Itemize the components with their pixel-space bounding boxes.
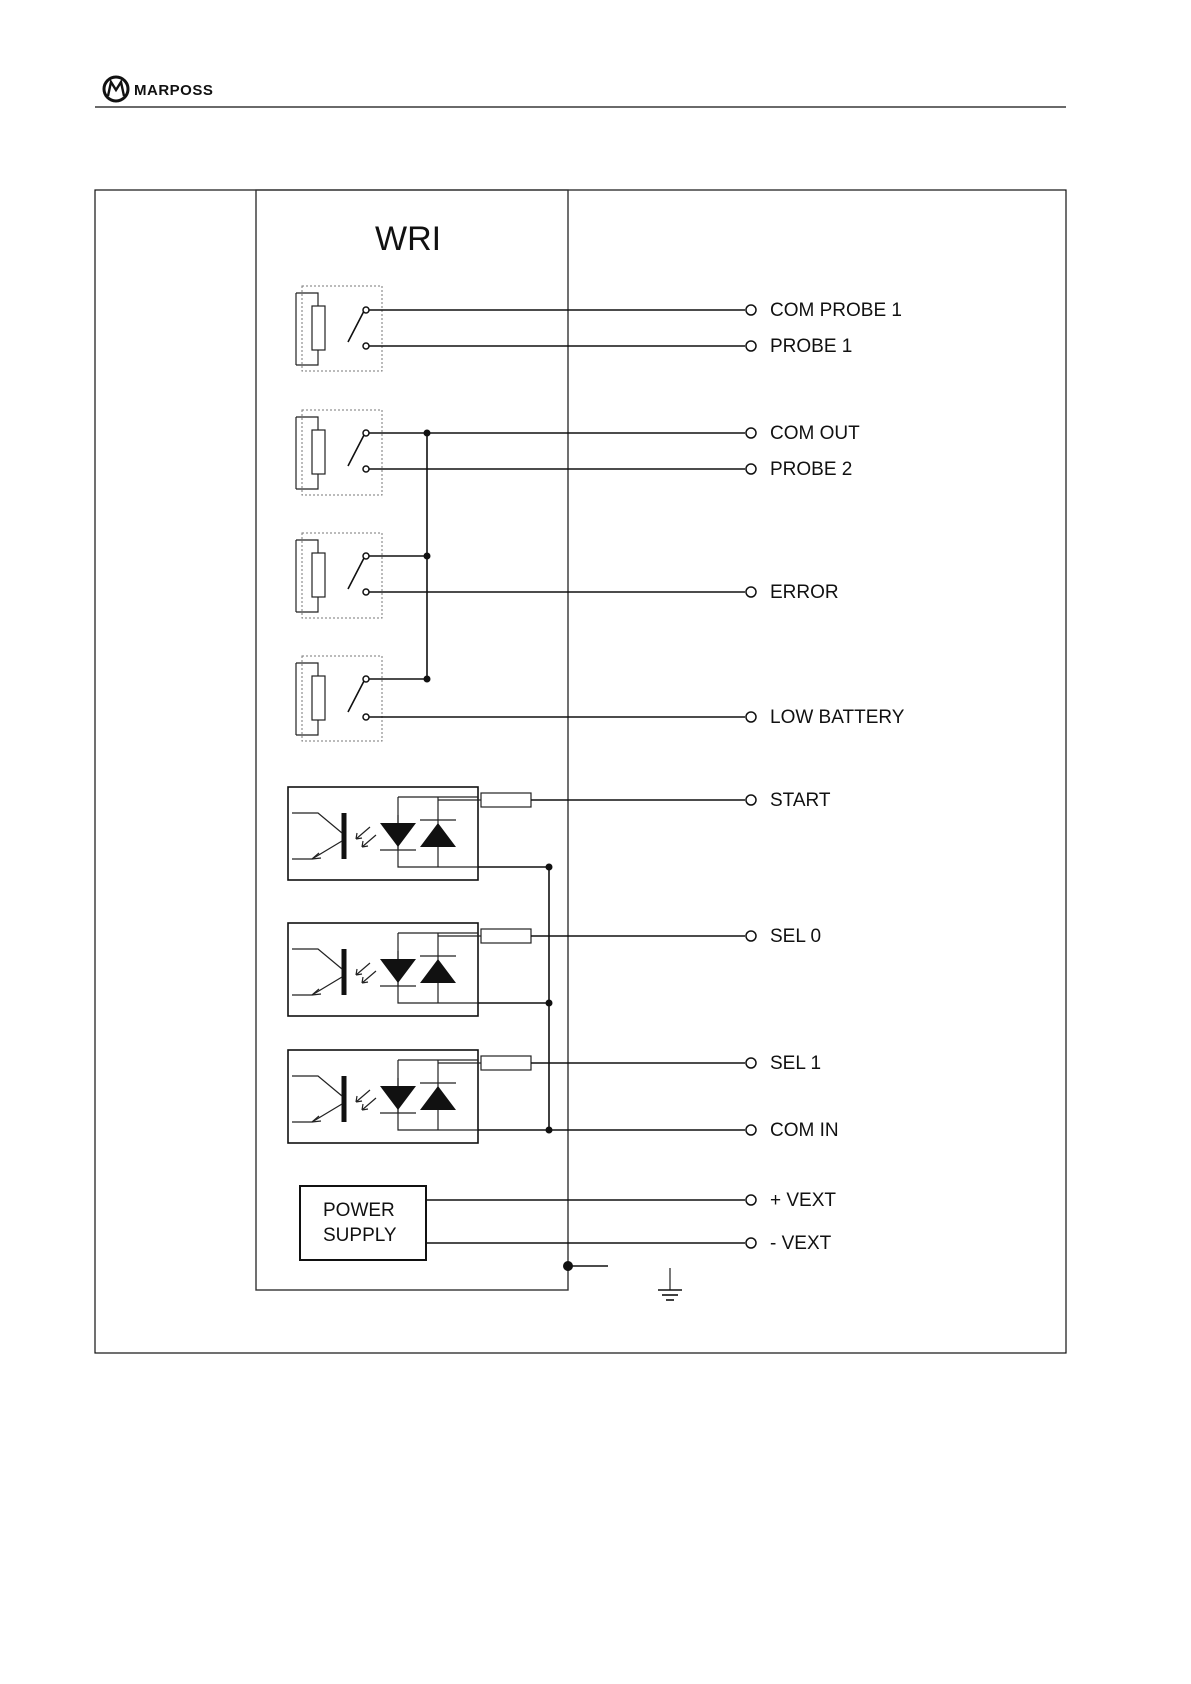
terminal-com-out xyxy=(746,428,756,438)
label-low-battery: LOW BATTERY xyxy=(770,707,905,728)
terminal-labels xyxy=(770,300,905,1254)
relay-2-frame xyxy=(302,410,382,495)
opto-sel-1 xyxy=(288,1050,531,1143)
relay-3-contact xyxy=(348,558,364,589)
relay-4-contact xyxy=(348,681,364,712)
ground-icon xyxy=(658,1268,682,1300)
relay-4 xyxy=(296,656,382,741)
terminal-probe-1 xyxy=(746,341,756,351)
figure-frame xyxy=(95,190,1066,1353)
relay-2 xyxy=(296,410,382,495)
module-title: WRI xyxy=(375,220,442,258)
opto-start xyxy=(288,787,531,880)
terminal-error xyxy=(746,587,756,597)
label-probe-2: PROBE 2 xyxy=(770,459,853,480)
relay-2-contact xyxy=(348,435,364,466)
terminal-sel-1 xyxy=(746,1058,756,1068)
label-vext-plus: + VEXT xyxy=(770,1190,836,1211)
relay-3 xyxy=(296,533,382,618)
terminal-low-battery xyxy=(746,712,756,722)
power-supply-line1: POWER xyxy=(323,1200,395,1221)
terminal-vext-plus xyxy=(746,1195,756,1205)
relay-3-frame xyxy=(302,533,382,618)
relay-4-frame xyxy=(302,656,382,741)
label-com-in: COM IN xyxy=(770,1120,839,1141)
label-sel-0: SEL 0 xyxy=(770,926,822,947)
label-com-probe-1: COM PROBE 1 xyxy=(770,300,902,321)
power-supply-box xyxy=(300,1186,426,1260)
relay-1-frame xyxy=(302,286,382,371)
terminal-com-in xyxy=(746,1125,756,1135)
relay-1-coil xyxy=(312,306,325,350)
terminal-column xyxy=(746,305,756,1248)
relay-1-contact xyxy=(348,311,364,342)
marposs-logo-icon xyxy=(104,77,128,101)
resistor-sel-1 xyxy=(481,1056,531,1070)
opto-sel-0 xyxy=(288,923,531,1016)
relay-1 xyxy=(296,286,382,371)
page-header xyxy=(95,77,1066,107)
power-supply-line2: SUPPLY xyxy=(323,1225,397,1246)
terminal-com-probe-1 xyxy=(746,305,756,315)
label-probe-1: PROBE 1 xyxy=(770,336,853,357)
label-vext-minus: - VEXT xyxy=(770,1233,832,1254)
resistor-sel-0 xyxy=(481,929,531,943)
terminal-start xyxy=(746,795,756,805)
brand-name: MARPOSS xyxy=(134,82,214,99)
label-error: ERROR xyxy=(770,582,839,603)
wri-module-box xyxy=(256,190,568,1290)
terminal-vext-minus xyxy=(746,1238,756,1248)
label-com-out: COM OUT xyxy=(770,423,860,444)
label-sel-1: SEL 1 xyxy=(770,1053,822,1074)
resistor-start xyxy=(481,793,531,807)
label-start: START xyxy=(770,790,831,811)
terminal-sel-0 xyxy=(746,931,756,941)
terminal-probe-2 xyxy=(746,464,756,474)
